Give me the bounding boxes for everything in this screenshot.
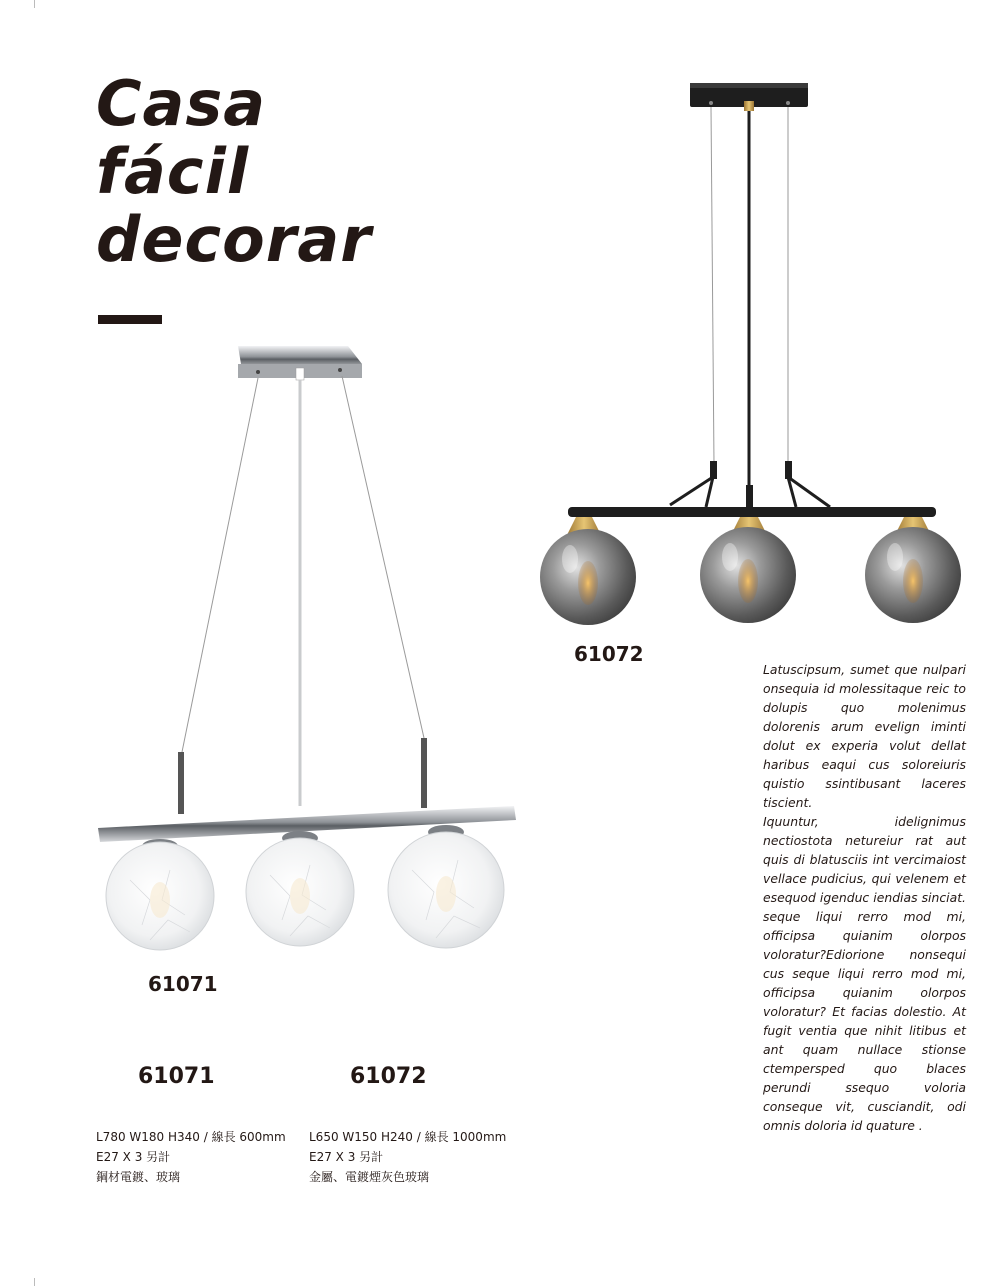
- spec-dimensions: L780 W180 H340 / 線長 600mm: [96, 1130, 286, 1144]
- spec-material: 鋼材電鍍、玻璃: [96, 1170, 181, 1184]
- product-code-61072: 61072: [350, 1064, 427, 1089]
- title-line-1: Casa: [96, 67, 267, 140]
- body-text: [763, 660, 966, 1135]
- crop-mark-top: [34, 0, 35, 8]
- image-label-61072: 61072: [574, 642, 644, 666]
- crop-mark-bottom: [34, 1278, 35, 1286]
- title-underline: [98, 315, 162, 324]
- image-label-61071: 61071: [148, 972, 218, 996]
- page-title: [96, 67, 372, 276]
- spec-block-61071: [96, 1127, 286, 1187]
- title-line-2: fácil: [96, 135, 250, 208]
- product-code-61071: 61071: [138, 1064, 215, 1089]
- body-paragraph-1: Latuscipsum, sumet que nulpari onsequia id molessitaque reic to dolupis quo molenimus dolorenis arum evelign iminti dolut ex experia volut dellat haribus eaqui cus soloreiuris quistio ssintibusant laceres tiscient.: [763, 662, 966, 810]
- pendant-lamp-61071-image: [90, 340, 530, 960]
- spec-block-61072: [309, 1127, 506, 1187]
- body-paragraph-2: Iquuntur, idelignimus nectiostota netureiur rat aut quis di blatusciis int vercimaiost vellace pudicius, qui velenem et esequod igenduc iendias sinciat. seque liqui rerro mod mi, officipsa quianim olorpos voloratur?Ediorione nonsequi cus seque liqui rerro mod mi, officipsa quianim olorpos voloratur? Et facias dolestio. At fugit ventia que nihit litibus et ant quam nullace stionse ctempersped quo blaces perundi ssequo voloria conseque vit, cusciandit, odi omnis doloria id quature .: [763, 814, 966, 1133]
- spec-bulb: E27 X 3 另計: [309, 1150, 384, 1164]
- spec-dimensions: L650 W150 H240 / 線長 1000mm: [309, 1130, 507, 1144]
- spec-material: 金屬、電鍍煙灰色玻璃: [309, 1170, 430, 1184]
- pendant-lamp-61072-image: [530, 75, 970, 635]
- spec-bulb: E27 X 3 另計: [96, 1150, 171, 1164]
- title-line-3: decorar: [96, 203, 372, 276]
